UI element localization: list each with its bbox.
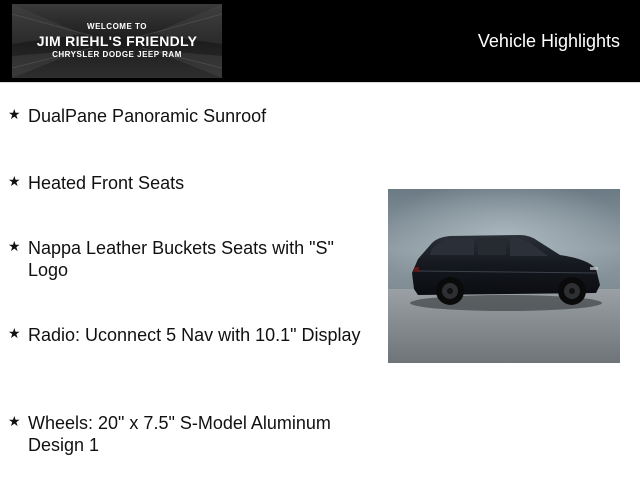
feature-item — [8, 324, 368, 346]
star-icon: ★ — [8, 173, 21, 189]
logo-text — [12, 4, 222, 78]
vehicle-photo[interactable] — [388, 189, 620, 363]
feature-text: Wheels: 20" x 7.5" S-Model Aluminum Design 1 — [28, 413, 331, 455]
minivan-image — [388, 189, 620, 363]
feature-item — [8, 412, 368, 456]
logo-welcome: WELCOME TO — [87, 22, 147, 31]
star-icon: ★ — [8, 325, 21, 341]
logo-dealer-name: JIM RIEHL'S FRIENDLY — [36, 33, 198, 49]
logo-brands: CHRYSLER DODGE JEEP RAM — [52, 50, 182, 59]
header-divider — [0, 82, 640, 83]
feature-text: Radio: Uconnect 5 Nav with 10.1" Display — [28, 325, 361, 345]
header — [0, 0, 640, 82]
star-icon: ★ — [8, 238, 21, 254]
feature-text: Nappa Leather Buckets Seats with "S" Logo — [28, 238, 334, 280]
feature-text: DualPane Panoramic Sunroof — [28, 106, 267, 126]
page-title: Vehicle Highlights — [477, 31, 620, 51]
dealer-logo[interactable] — [12, 4, 222, 78]
feature-text: Heated Front Seats — [28, 173, 185, 193]
star-icon: ★ — [8, 106, 21, 122]
feature-item — [8, 237, 368, 281]
feature-item — [8, 172, 368, 194]
feature-item — [8, 105, 368, 127]
star-icon: ★ — [8, 413, 21, 429]
